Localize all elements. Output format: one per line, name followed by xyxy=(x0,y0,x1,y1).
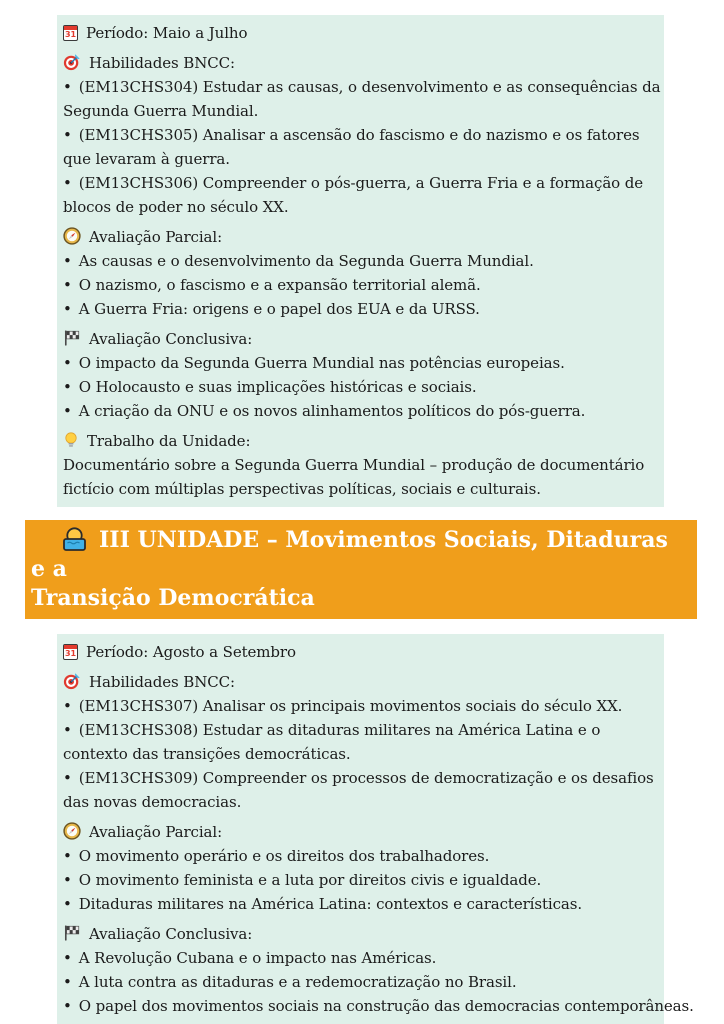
target-icon xyxy=(63,51,81,75)
partial-assessment-label: Avaliação Parcial: xyxy=(89,228,223,246)
compass-icon xyxy=(63,225,81,249)
bullet-glyph: • xyxy=(63,973,72,991)
bullet-glyph: • xyxy=(63,252,72,270)
compass-icon xyxy=(63,820,81,844)
bullet-glyph: • xyxy=(63,378,72,396)
bullet-item xyxy=(63,375,661,399)
bullet-text: O papel dos movimentos sociais na construção das democracias contemporâneas. xyxy=(78,997,694,1015)
bullet-glyph: • xyxy=(63,997,72,1015)
skills-heading-label: Habilidades BNCC: xyxy=(89,673,235,691)
unit-project-text: Documentário sobre a Segunda Guerra Mundial – produção de documentário fictício com múltiplas perspectivas políticas, sociais e culturais. xyxy=(63,456,645,498)
bullet-glyph: • xyxy=(63,721,72,739)
final-assessment-heading xyxy=(63,922,661,946)
unit3-details-panel xyxy=(57,634,694,1024)
bullet-text: O nazismo, o fascismo e a expansão territorial alemã. xyxy=(78,276,481,294)
light-bulb-icon xyxy=(63,429,79,453)
period-group xyxy=(63,640,661,664)
bullet-text: (EM13CHS307) Analisar os principais movimentos sociais do século XX. xyxy=(78,697,623,715)
calendar-icon-day: 31 xyxy=(65,648,76,658)
bullet-item xyxy=(63,351,661,375)
bullet-item xyxy=(63,171,661,219)
period-row xyxy=(63,640,661,664)
banner-line-1 xyxy=(31,527,668,582)
unit-project-label: Trabalho da Unidade: xyxy=(87,432,251,450)
unit-project-heading xyxy=(63,429,661,453)
bullet-glyph: • xyxy=(63,300,72,318)
bullet-text: O Holocausto e suas implicações históricas e sociais. xyxy=(78,378,477,396)
bullet-text: Ditaduras militares na América Latina: contextos e características. xyxy=(78,895,583,913)
skills-group xyxy=(63,51,661,219)
bullet-item xyxy=(63,249,661,273)
period-group xyxy=(63,21,661,45)
bullet-glyph: • xyxy=(63,126,72,144)
skills-heading xyxy=(63,670,661,694)
bullet-text: A luta contra as ditaduras e a redemocratização no Brasil. xyxy=(78,973,517,991)
bullet-text: As causas e o desenvolvimento da Segunda Guerra Mundial. xyxy=(78,252,534,270)
bullet-text: (EM13CHS305) Analisar a ascensão do fascismo e do nazismo e os fatores que levaram à guerra. xyxy=(63,126,640,168)
bullet-item xyxy=(63,970,661,994)
final-assessment-group xyxy=(63,922,694,1018)
bullet-text: A Guerra Fria: origens e o papel dos EUA e da URSS. xyxy=(78,300,480,318)
skills-heading xyxy=(63,51,661,75)
checkered-flag-icon xyxy=(63,327,81,351)
sunrise-icon xyxy=(61,526,91,555)
bullet-item xyxy=(63,399,661,423)
bullet-text: O movimento operário e os direitos dos trabalhadores. xyxy=(78,847,490,865)
period-label: Período: Maio a Julho xyxy=(86,24,248,42)
partial-assessment-group xyxy=(63,820,661,916)
bullet-item xyxy=(63,892,661,916)
bullet-glyph: • xyxy=(63,174,72,192)
bullet-glyph: • xyxy=(63,402,72,420)
bullet-glyph: • xyxy=(63,895,72,913)
bullet-item xyxy=(63,273,661,297)
bullet-text: (EM13CHS304) Estudar as causas, o desenvolvimento e as consequências da Segunda Guerra Mundial. xyxy=(63,78,661,120)
calendar-icon-top xyxy=(64,26,77,30)
bullet-glyph: • xyxy=(63,354,72,372)
bullet-item xyxy=(63,868,661,892)
skills-group xyxy=(63,670,661,814)
final-assessment-label: Avaliação Conclusiva: xyxy=(89,330,253,348)
bullet-text: (EM13CHS306) Compreender o pós-guerra, a Guerra Fria e a formação de blocos de poder no século XX. xyxy=(63,174,644,216)
bullet-glyph: • xyxy=(63,949,72,967)
bullet-text: A criação da ONU e os novos alinhamentos políticos do pós-guerra. xyxy=(78,402,586,420)
bullet-text: (EM13CHS308) Estudar as ditaduras militares na América Latina e o contexto das transições democráticas. xyxy=(63,721,601,763)
unit-3-banner xyxy=(25,520,697,619)
skills-heading-label: Habilidades BNCC: xyxy=(89,54,235,72)
unit-project-group xyxy=(63,429,661,501)
final-assessment-group xyxy=(63,327,661,423)
unit2-details-panel xyxy=(57,15,664,507)
bullet-text: A Revolução Cubana e o impacto nas Américas. xyxy=(78,949,437,967)
partial-assessment-heading xyxy=(63,225,661,249)
banner-title-text-2: Transição Democrática xyxy=(31,585,315,611)
bullet-glyph: • xyxy=(63,78,72,96)
bullet-glyph: • xyxy=(63,847,72,865)
calendar-icon-top xyxy=(64,645,77,649)
bullet-glyph: • xyxy=(63,697,72,715)
bullet-item xyxy=(63,123,661,171)
bullet-text: (EM13CHS309) Compreender os processos de democratização e os desafios das novas democracias. xyxy=(63,769,654,811)
bullet-item xyxy=(63,766,661,814)
bullet-item xyxy=(63,694,661,718)
banner-title-text-1: III UNIDADE – Movimentos Sociais, Ditaduras e a xyxy=(31,527,668,582)
bullet-item xyxy=(63,844,661,868)
partial-assessment-label: Avaliação Parcial: xyxy=(89,823,223,841)
bullet-text: O impacto da Segunda Guerra Mundial nas potências europeias. xyxy=(78,354,565,372)
bullet-glyph: • xyxy=(63,769,72,787)
checkered-flag-icon xyxy=(63,922,81,946)
final-assessment-heading xyxy=(63,327,661,351)
bullet-item xyxy=(63,946,661,970)
bullet-glyph: • xyxy=(63,871,72,889)
partial-assessment-heading xyxy=(63,820,661,844)
final-assessment-label: Avaliação Conclusiva: xyxy=(89,925,253,943)
target-icon xyxy=(63,670,81,694)
bullet-item xyxy=(63,718,661,766)
calendar-icon-day: 31 xyxy=(65,29,76,39)
bullet-item xyxy=(63,75,661,123)
partial-assessment-group xyxy=(63,225,661,321)
calendar-icon xyxy=(63,25,78,41)
period-row xyxy=(63,21,661,45)
bullet-text: O movimento feminista e a luta por direitos civis e igualdade. xyxy=(78,871,542,889)
period-label: Período: Agosto a Setembro xyxy=(86,643,296,661)
bullet-item xyxy=(63,994,694,1018)
bullet-item xyxy=(63,297,661,321)
calendar-icon xyxy=(63,644,78,660)
bullet-glyph: • xyxy=(63,276,72,294)
